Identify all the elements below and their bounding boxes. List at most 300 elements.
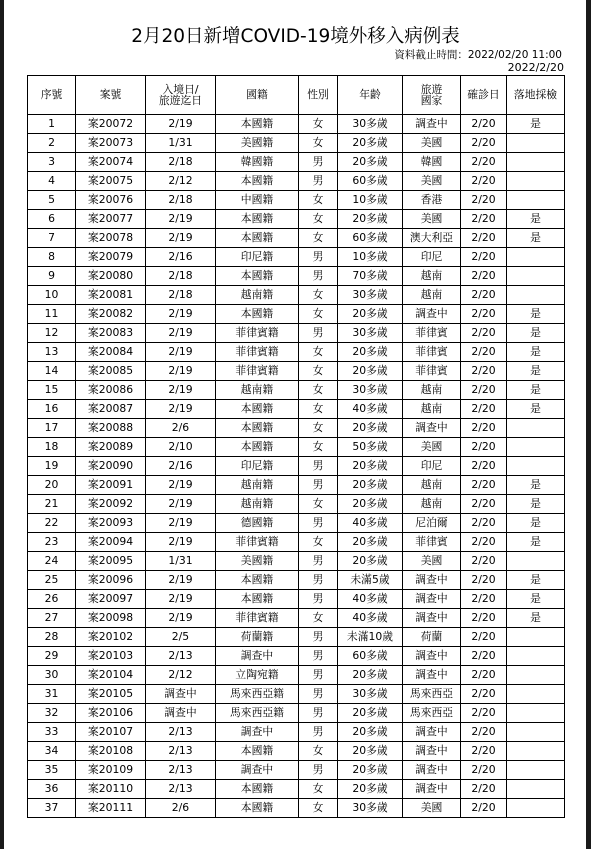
cell-nationality: 本國籍 <box>216 742 299 761</box>
cell-seq-no: 3 <box>28 153 76 172</box>
header-airport-test: 落地採檢 <box>507 76 565 115</box>
cell-case-no: 案20095 <box>76 552 146 571</box>
cell-nationality: 印尼籍 <box>216 248 299 267</box>
cell-confirm-date: 2/20 <box>461 685 507 704</box>
table-row <box>28 704 565 723</box>
cell-case-no: 案20085 <box>76 362 146 381</box>
cell-travel-country: 調查中 <box>403 115 461 134</box>
cell-travel-country: 越南 <box>403 267 461 286</box>
cell-airport-test <box>507 248 565 267</box>
cell-nationality: 馬來西亞籍 <box>216 685 299 704</box>
header-nationality: 國籍 <box>216 76 299 115</box>
table-row <box>28 628 565 647</box>
cell-age: 20多歲 <box>338 780 403 799</box>
cell-seq-no: 16 <box>28 400 76 419</box>
cell-seq-no: 5 <box>28 191 76 210</box>
document-title: 2月20日新增COVID-19境外移入病例表 <box>131 26 460 47</box>
cell-confirm-date: 2/20 <box>461 115 507 134</box>
table-row <box>28 191 565 210</box>
cell-sex: 男 <box>299 153 338 172</box>
cell-entry-date: 2/19 <box>146 400 216 419</box>
cell-seq-no: 32 <box>28 704 76 723</box>
cell-confirm-date: 2/20 <box>461 172 507 191</box>
cell-age: 40多歲 <box>338 590 403 609</box>
cell-sex: 女 <box>299 799 338 818</box>
cell-confirm-date: 2/20 <box>461 134 507 153</box>
cell-age: 20多歲 <box>338 362 403 381</box>
cell-sex: 男 <box>299 666 338 685</box>
cell-seq-no: 10 <box>28 286 76 305</box>
cell-travel-country: 越南 <box>403 381 461 400</box>
cell-seq-no: 19 <box>28 457 76 476</box>
cell-sex: 男 <box>299 685 338 704</box>
cell-case-no: 案20102 <box>76 628 146 647</box>
cell-seq-no: 28 <box>28 628 76 647</box>
cell-age: 20多歲 <box>338 704 403 723</box>
cell-seq-no: 12 <box>28 324 76 343</box>
cell-travel-country: 調查中 <box>403 647 461 666</box>
cell-airport-test: 是 <box>507 115 565 134</box>
cell-travel-country: 美國 <box>403 210 461 229</box>
cell-age: 20多歲 <box>338 742 403 761</box>
cell-confirm-date: 2/20 <box>461 609 507 628</box>
cell-case-no: 案20072 <box>76 115 146 134</box>
cell-entry-date: 2/19 <box>146 324 216 343</box>
cell-case-no: 案20098 <box>76 609 146 628</box>
cell-entry-date: 2/19 <box>146 476 216 495</box>
cell-case-no: 案20109 <box>76 761 146 780</box>
cell-sex: 女 <box>299 381 338 400</box>
cell-case-no: 案20076 <box>76 191 146 210</box>
cell-travel-country: 越南 <box>403 495 461 514</box>
cell-nationality: 印尼籍 <box>216 457 299 476</box>
cell-airport-test: 是 <box>507 362 565 381</box>
cell-sex: 女 <box>299 495 338 514</box>
cell-seq-no: 18 <box>28 438 76 457</box>
cell-confirm-date: 2/20 <box>461 590 507 609</box>
cell-entry-date: 2/6 <box>146 419 216 438</box>
cell-age: 未滿10歲 <box>338 628 403 647</box>
cell-nationality: 菲律賓籍 <box>216 362 299 381</box>
cell-seq-no: 25 <box>28 571 76 590</box>
cell-entry-date: 2/18 <box>146 191 216 210</box>
cell-case-no: 案20086 <box>76 381 146 400</box>
cell-sex: 女 <box>299 305 338 324</box>
publish-date: 2022/2/20 <box>507 61 564 74</box>
cell-airport-test <box>507 666 565 685</box>
cell-nationality: 本國籍 <box>216 229 299 248</box>
cell-airport-test <box>507 552 565 571</box>
table-row <box>28 400 565 419</box>
cell-age: 20多歲 <box>338 666 403 685</box>
cell-sex: 女 <box>299 115 338 134</box>
cell-confirm-date: 2/20 <box>461 419 507 438</box>
table-body <box>28 115 565 818</box>
cell-travel-country: 菲律賓 <box>403 324 461 343</box>
cell-airport-test <box>507 647 565 666</box>
cell-seq-no: 24 <box>28 552 76 571</box>
table-row <box>28 305 565 324</box>
cell-nationality: 本國籍 <box>216 172 299 191</box>
cell-confirm-date: 2/20 <box>461 400 507 419</box>
cell-airport-test: 是 <box>507 343 565 362</box>
cell-case-no: 案20110 <box>76 780 146 799</box>
cell-travel-country: 調查中 <box>403 723 461 742</box>
cell-confirm-date: 2/20 <box>461 153 507 172</box>
cell-seq-no: 34 <box>28 742 76 761</box>
cell-sex: 女 <box>299 438 338 457</box>
cell-airport-test: 是 <box>507 381 565 400</box>
cell-nationality: 菲律賓籍 <box>216 533 299 552</box>
cell-sex: 女 <box>299 419 338 438</box>
cell-case-no: 案20081 <box>76 286 146 305</box>
cell-entry-date: 2/6 <box>146 799 216 818</box>
cell-travel-country: 越南 <box>403 476 461 495</box>
table-row <box>28 552 565 571</box>
cell-travel-country: 調查中 <box>403 609 461 628</box>
cell-airport-test <box>507 172 565 191</box>
cell-nationality: 菲律賓籍 <box>216 343 299 362</box>
cell-travel-country: 調查中 <box>403 666 461 685</box>
cell-seq-no: 14 <box>28 362 76 381</box>
cell-sex: 男 <box>299 704 338 723</box>
cell-nationality: 本國籍 <box>216 438 299 457</box>
cell-airport-test <box>507 153 565 172</box>
cell-case-no: 案20080 <box>76 267 146 286</box>
table-row <box>28 666 565 685</box>
cell-seq-no: 29 <box>28 647 76 666</box>
cell-age: 30多歲 <box>338 685 403 704</box>
table-row <box>28 609 565 628</box>
cell-sex: 男 <box>299 267 338 286</box>
cell-seq-no: 9 <box>28 267 76 286</box>
cell-seq-no: 8 <box>28 248 76 267</box>
cell-entry-date: 2/19 <box>146 115 216 134</box>
cell-travel-country: 美國 <box>403 134 461 153</box>
cell-seq-no: 27 <box>28 609 76 628</box>
header-age: 年齡 <box>338 76 403 115</box>
table-row <box>28 115 565 134</box>
cell-travel-country: 越南 <box>403 400 461 419</box>
cell-age: 60多歲 <box>338 172 403 191</box>
cell-sex: 女 <box>299 400 338 419</box>
cell-entry-date: 1/31 <box>146 552 216 571</box>
cell-seq-no: 31 <box>28 685 76 704</box>
cell-travel-country: 印尼 <box>403 248 461 267</box>
cell-sex: 男 <box>299 514 338 533</box>
table-row <box>28 761 565 780</box>
cell-airport-test <box>507 191 565 210</box>
cell-airport-test <box>507 134 565 153</box>
table-row <box>28 457 565 476</box>
cell-airport-test: 是 <box>507 495 565 514</box>
cell-confirm-date: 2/20 <box>461 723 507 742</box>
cell-case-no: 案20107 <box>76 723 146 742</box>
cell-nationality: 越南籍 <box>216 381 299 400</box>
cell-confirm-date: 2/20 <box>461 381 507 400</box>
cell-airport-test: 是 <box>507 229 565 248</box>
cell-age: 30多歲 <box>338 115 403 134</box>
cell-travel-country: 菲律賓 <box>403 343 461 362</box>
table-row <box>28 438 565 457</box>
cell-seq-no: 21 <box>28 495 76 514</box>
case-table <box>27 75 565 818</box>
cell-confirm-date: 2/20 <box>461 267 507 286</box>
table-row <box>28 153 565 172</box>
table-row <box>28 723 565 742</box>
table-row <box>28 324 565 343</box>
table-row <box>28 210 565 229</box>
cell-airport-test <box>507 780 565 799</box>
cell-sex: 男 <box>299 248 338 267</box>
cell-travel-country: 韓國 <box>403 153 461 172</box>
cell-seq-no: 36 <box>28 780 76 799</box>
cell-case-no: 案20092 <box>76 495 146 514</box>
cell-airport-test: 是 <box>507 305 565 324</box>
cell-airport-test <box>507 799 565 818</box>
cell-case-no: 案20096 <box>76 571 146 590</box>
cell-case-no: 案20111 <box>76 799 146 818</box>
cell-age: 50多歲 <box>338 438 403 457</box>
cell-age: 20多歲 <box>338 419 403 438</box>
cell-case-no: 案20089 <box>76 438 146 457</box>
table-row <box>28 514 565 533</box>
cell-nationality: 美國籍 <box>216 134 299 153</box>
cell-confirm-date: 2/20 <box>461 305 507 324</box>
cell-age: 10多歲 <box>338 191 403 210</box>
table-row <box>28 742 565 761</box>
cell-nationality: 荷蘭籍 <box>216 628 299 647</box>
cell-nationality: 越南籍 <box>216 286 299 305</box>
cell-age: 未滿5歲 <box>338 571 403 590</box>
cell-entry-date: 2/13 <box>146 723 216 742</box>
cell-nationality: 美國籍 <box>216 552 299 571</box>
cell-confirm-date: 2/20 <box>461 343 507 362</box>
cell-case-no: 案20084 <box>76 343 146 362</box>
cell-travel-country: 美國 <box>403 799 461 818</box>
cell-nationality: 本國籍 <box>216 267 299 286</box>
cell-confirm-date: 2/20 <box>461 476 507 495</box>
cell-travel-country: 香港 <box>403 191 461 210</box>
cell-age: 40多歲 <box>338 514 403 533</box>
cell-sex: 男 <box>299 628 338 647</box>
cell-entry-date: 2/19 <box>146 514 216 533</box>
cell-travel-country: 調查中 <box>403 742 461 761</box>
cell-sex: 女 <box>299 343 338 362</box>
cell-airport-test: 是 <box>507 609 565 628</box>
cell-seq-no: 35 <box>28 761 76 780</box>
cell-confirm-date: 2/20 <box>461 210 507 229</box>
cell-confirm-date: 2/20 <box>461 324 507 343</box>
cell-confirm-date: 2/20 <box>461 229 507 248</box>
cell-age: 20多歲 <box>338 305 403 324</box>
left-border <box>0 0 4 849</box>
cell-case-no: 案20078 <box>76 229 146 248</box>
cell-confirm-date: 2/20 <box>461 704 507 723</box>
cell-case-no: 案20103 <box>76 647 146 666</box>
cell-sex: 女 <box>299 742 338 761</box>
cell-sex: 女 <box>299 229 338 248</box>
table-row <box>28 172 565 191</box>
cell-sex: 女 <box>299 609 338 628</box>
cell-confirm-date: 2/20 <box>461 286 507 305</box>
cell-travel-country: 越南 <box>403 286 461 305</box>
cell-sex: 男 <box>299 761 338 780</box>
cell-sex: 男 <box>299 172 338 191</box>
cell-nationality: 本國籍 <box>216 571 299 590</box>
cell-age: 20多歲 <box>338 495 403 514</box>
cell-nationality: 德國籍 <box>216 514 299 533</box>
cell-airport-test: 是 <box>507 590 565 609</box>
cell-seq-no: 7 <box>28 229 76 248</box>
cell-airport-test: 是 <box>507 533 565 552</box>
cell-sex: 男 <box>299 324 338 343</box>
cell-nationality: 菲律賓籍 <box>216 609 299 628</box>
cell-case-no: 案20097 <box>76 590 146 609</box>
cell-age: 60多歲 <box>338 229 403 248</box>
cell-confirm-date: 2/20 <box>461 362 507 381</box>
cell-airport-test <box>507 704 565 723</box>
cell-airport-test <box>507 628 565 647</box>
header-case-no: 案號 <box>76 76 146 115</box>
cell-travel-country: 馬來西亞 <box>403 685 461 704</box>
cell-entry-date: 2/19 <box>146 381 216 400</box>
cell-confirm-date: 2/20 <box>461 248 507 267</box>
cell-nationality: 馬來西亞籍 <box>216 704 299 723</box>
cell-seq-no: 30 <box>28 666 76 685</box>
cell-entry-date: 調查中 <box>146 704 216 723</box>
table-row <box>28 248 565 267</box>
cell-travel-country: 澳大利亞 <box>403 229 461 248</box>
header-entry-date: 入境日/ 旅遊迄日 <box>146 76 216 115</box>
table-row <box>28 571 565 590</box>
cell-age: 20多歲 <box>338 343 403 362</box>
cell-case-no: 案20094 <box>76 533 146 552</box>
cell-airport-test <box>507 286 565 305</box>
cell-travel-country: 美國 <box>403 172 461 191</box>
cell-entry-date: 2/16 <box>146 248 216 267</box>
cell-age: 20多歲 <box>338 723 403 742</box>
table-row <box>28 362 565 381</box>
cell-travel-country: 調查中 <box>403 419 461 438</box>
cell-entry-date: 2/19 <box>146 495 216 514</box>
right-border <box>586 0 591 849</box>
cell-entry-date: 2/13 <box>146 761 216 780</box>
cell-age: 20多歲 <box>338 533 403 552</box>
cell-sex: 男 <box>299 552 338 571</box>
cell-confirm-date: 2/20 <box>461 495 507 514</box>
cell-travel-country: 美國 <box>403 552 461 571</box>
cell-age: 30多歲 <box>338 799 403 818</box>
cell-airport-test <box>507 438 565 457</box>
cell-airport-test <box>507 267 565 286</box>
cell-travel-country: 荷蘭 <box>403 628 461 647</box>
cell-confirm-date: 2/20 <box>461 742 507 761</box>
cell-entry-date: 2/5 <box>146 628 216 647</box>
cell-case-no: 案20108 <box>76 742 146 761</box>
cell-entry-date: 2/18 <box>146 286 216 305</box>
cell-entry-date: 調查中 <box>146 685 216 704</box>
cell-case-no: 案20105 <box>76 685 146 704</box>
cell-seq-no: 26 <box>28 590 76 609</box>
cell-sex: 女 <box>299 533 338 552</box>
cell-confirm-date: 2/20 <box>461 571 507 590</box>
table-row <box>28 495 565 514</box>
cell-age: 20多歲 <box>338 476 403 495</box>
cell-travel-country: 菲律賓 <box>403 533 461 552</box>
cell-seq-no: 6 <box>28 210 76 229</box>
cell-travel-country: 馬來西亞 <box>403 704 461 723</box>
cell-confirm-date: 2/20 <box>461 647 507 666</box>
cell-travel-country: 調查中 <box>403 305 461 324</box>
cell-sex: 女 <box>299 210 338 229</box>
cell-nationality: 本國籍 <box>216 799 299 818</box>
cell-confirm-date: 2/20 <box>461 799 507 818</box>
cell-case-no: 案20106 <box>76 704 146 723</box>
cell-seq-no: 11 <box>28 305 76 324</box>
cell-airport-test: 是 <box>507 571 565 590</box>
cell-airport-test <box>507 419 565 438</box>
cell-travel-country: 調查中 <box>403 590 461 609</box>
cell-travel-country: 美國 <box>403 438 461 457</box>
cell-confirm-date: 2/20 <box>461 780 507 799</box>
cell-nationality: 調查中 <box>216 761 299 780</box>
cell-case-no: 案20087 <box>76 400 146 419</box>
cell-case-no: 案20090 <box>76 457 146 476</box>
cell-sex: 男 <box>299 457 338 476</box>
cell-nationality: 立陶宛籍 <box>216 666 299 685</box>
cell-age: 40多歲 <box>338 609 403 628</box>
cutoff-time: 資料截止時間：2022/02/20 11:00 <box>394 49 562 61</box>
cell-travel-country: 調查中 <box>403 571 461 590</box>
cell-entry-date: 2/19 <box>146 609 216 628</box>
cell-nationality: 菲律賓籍 <box>216 324 299 343</box>
cell-nationality: 本國籍 <box>216 210 299 229</box>
cell-age: 20多歲 <box>338 134 403 153</box>
cell-nationality: 調查中 <box>216 723 299 742</box>
cell-airport-test: 是 <box>507 476 565 495</box>
cell-nationality: 調查中 <box>216 647 299 666</box>
cell-entry-date: 1/31 <box>146 134 216 153</box>
cell-nationality: 韓國籍 <box>216 153 299 172</box>
cell-confirm-date: 2/20 <box>461 438 507 457</box>
cell-airport-test: 是 <box>507 400 565 419</box>
cell-age: 20多歲 <box>338 153 403 172</box>
cell-age: 30多歲 <box>338 381 403 400</box>
cell-entry-date: 2/16 <box>146 457 216 476</box>
header-confirm-date: 確診日 <box>461 76 507 115</box>
cell-sex: 女 <box>299 134 338 153</box>
cell-confirm-date: 2/20 <box>461 514 507 533</box>
cell-airport-test: 是 <box>507 210 565 229</box>
table-header-row <box>28 76 565 115</box>
cell-travel-country: 菲律賓 <box>403 362 461 381</box>
cell-case-no: 案20075 <box>76 172 146 191</box>
cell-nationality: 本國籍 <box>216 419 299 438</box>
cell-airport-test <box>507 742 565 761</box>
cell-sex: 女 <box>299 780 338 799</box>
cell-confirm-date: 2/20 <box>461 761 507 780</box>
cell-entry-date: 2/13 <box>146 647 216 666</box>
cell-airport-test: 是 <box>507 324 565 343</box>
table-row <box>28 685 565 704</box>
header-travel-country: 旅遊 國家 <box>403 76 461 115</box>
table-row <box>28 647 565 666</box>
cell-case-no: 案20083 <box>76 324 146 343</box>
cell-entry-date: 2/19 <box>146 305 216 324</box>
cell-travel-country: 調查中 <box>403 780 461 799</box>
cell-airport-test <box>507 723 565 742</box>
